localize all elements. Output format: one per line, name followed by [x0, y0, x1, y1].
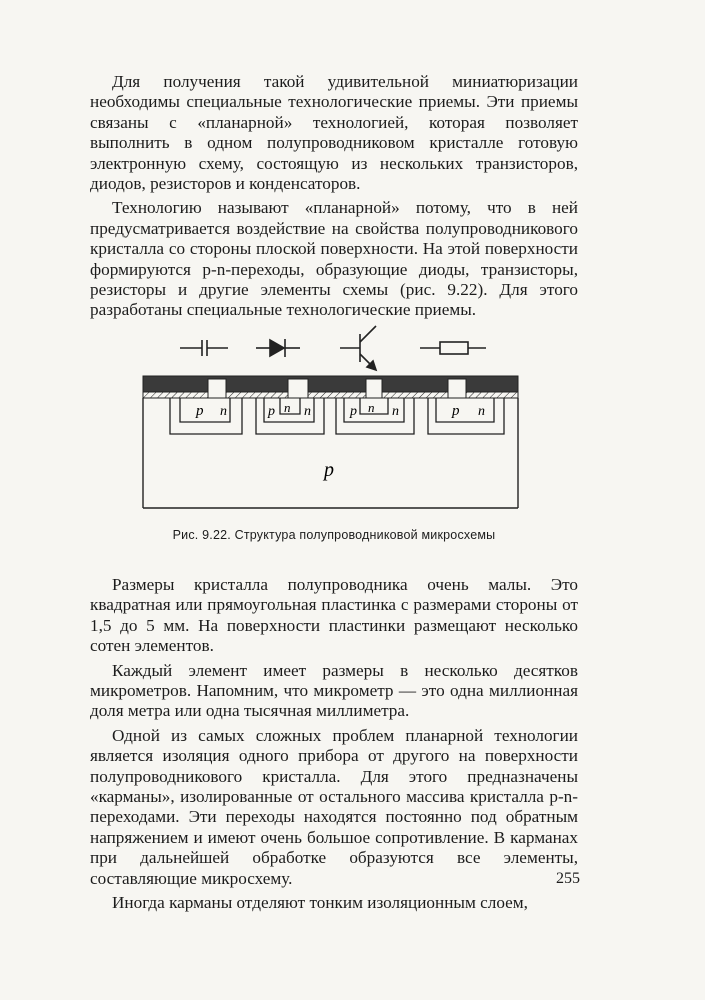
- label-n-6: n: [478, 404, 485, 419]
- paragraph: Для получения такой удивительной миниатюризации необходимы специальные технологические приемы. Эти приемы связаны с «планарной» технологией, которая позволяет выполнить в одном полупроводниковом кристалле готовую электронную схему, состоящую из нескольких транзисторов, диодов, резисторов и конденсаторов.: [90, 72, 578, 194]
- capacitor-symbol: [180, 340, 228, 356]
- label-n-1: n: [220, 404, 227, 419]
- figure-drawing: [138, 318, 523, 518]
- transistor-symbol: [340, 326, 376, 370]
- figure-caption: Рис. 9.22. Структура полупроводниковой микросхемы: [172, 528, 496, 542]
- paragraph: Размеры кристалла полупроводника очень малы. Это квадратная или прямоугольная пластинка с размерами стороны от 1,5 до 5 мм. На поверхности пластинки размещают несколько сотен элементов.: [90, 575, 578, 656]
- paragraph: Технологию называют «планарной» потому, что в ней предусматривается воздействие на свойства полупроводникового кристалла со стороны плоской поверхности. На этой поверхности формируются p-n-переходы, образующие диоды, транзисторы, резисторы и другие элементы схемы (рис. 9.22). Для этого разработаны специальные технологические приемы.: [90, 198, 578, 320]
- label-n-2: n: [284, 400, 291, 415]
- pocket-resistor: [428, 398, 504, 434]
- text-block-top: [90, 72, 578, 325]
- pocket-capacitor: [170, 398, 242, 434]
- pocket-transistor: [336, 398, 414, 434]
- figure-microcircuit-structure: [138, 318, 523, 518]
- label-p-4: p: [452, 403, 460, 419]
- label-p-2: p: [268, 404, 275, 419]
- label-substrate-p: p: [324, 459, 334, 481]
- diode-symbol: [256, 339, 300, 357]
- label-n-4: n: [368, 400, 375, 415]
- page-number: 255: [556, 870, 580, 887]
- text-block-bottom: [90, 575, 578, 918]
- label-p-1: p: [196, 403, 204, 419]
- paragraph: Каждый элемент имеет размеры в несколько десятков микрометров. Напомним, что микрометр — это одна миллионная доля метра или одна тысячная миллиметра.: [90, 660, 578, 721]
- resistor-symbol: [420, 342, 486, 354]
- crystal-cross-section: [143, 376, 518, 508]
- label-p-3: p: [350, 404, 357, 419]
- label-n-3: n: [304, 404, 311, 419]
- paragraph: Одной из самых сложных проблем планарной технологии является изоляция одного прибора от другого на поверхности полупроводникового кристалла. Для этого предназначены «карманы», изолированные от остального массива кристалла p-n-переходами. Эти переходы находятся постоянно под обратным напряжением и имеют очень большое сопротивление. В карманах при дальнейшей обработке образуются все элементы, составляющие микросхему.: [90, 725, 578, 888]
- label-n-5: n: [392, 404, 399, 419]
- paragraph: Иногда карманы отделяют тонким изоляционным слоем,: [112, 893, 528, 913]
